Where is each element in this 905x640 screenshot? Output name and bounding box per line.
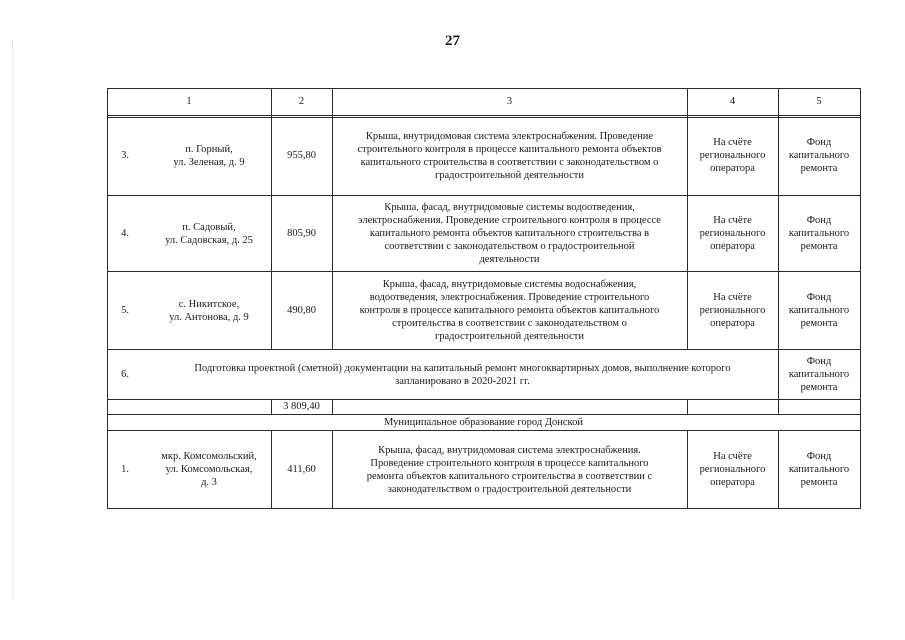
table-rule (778, 399, 779, 414)
total-area: 3 809,40 (283, 401, 320, 412)
scan-margin-mark (12, 40, 14, 600)
row-number: 6. (121, 369, 129, 380)
funding-source: На счёте регионального оператора (699, 137, 766, 174)
fund-name: Фонд капитального ремонта (788, 451, 850, 488)
table-rule (332, 399, 333, 414)
works-description: Крыша, фасад, внутридомовая система электроснабжения. Проведение строительного контроля в процессе капитального ремонта объектов капитального строительства в соответствии с законодательством о градостроительной деятельности (366, 444, 653, 495)
address: п. Садовый, ул. Садовская, д. 25 (165, 221, 253, 246)
table-rule (107, 88, 108, 509)
area: 490,80 (287, 305, 316, 316)
row-number: 3. (121, 150, 129, 161)
fund-name: Фонд капитального ремонта (788, 137, 850, 174)
page-number: 27 (445, 33, 460, 49)
column-header-3: 3 (506, 96, 513, 107)
fund-name: Фонд капитального ремонта (788, 215, 850, 252)
area: 955,80 (287, 150, 316, 161)
table-rule (860, 88, 861, 509)
area: 805,90 (287, 228, 316, 239)
address: с. Никитское, ул. Антонова, д. 9 (169, 298, 249, 323)
area: 411,60 (287, 464, 316, 475)
works-table (107, 88, 860, 510)
column-header-2: 2 (298, 96, 305, 107)
fund-name: Фонд капитального ремонта (788, 292, 850, 329)
row-number: 4. (121, 228, 129, 239)
works-description: Крыша, внутридомовая система электроснабжения. Проведение строительного контроля в процессе капитального ремонта объектов капитального строительства в соответствии с законодательством о градостроительной деятельности (357, 130, 662, 181)
design-docs-description: Подготовка проектной (сметной) документации на капитальный ремонт многоквартирных домов, выполнение которого запланировано в 2020-2021 гг. (194, 362, 731, 387)
table-rule (687, 399, 688, 414)
section-title: Муниципальное образование город Донской (384, 417, 583, 428)
works-description: Крыша, фасад, внутридомовые системы водоснабжения, водоотведения, электроснабжения. Проведение строительного контроля в процессе капитального ремонта объектов капитального строительства в соответствии с законодательством о градостроительной деятельности (359, 279, 660, 342)
funding-source: На счёте регионального оператора (699, 451, 766, 488)
column-header-5: 5 (816, 96, 822, 107)
column-header-1: 1 (186, 96, 192, 107)
works-description: Крыша, фасад, внутридомовые системы водоотведения, электроснабжения. Проведение строительного контроля в процессе капитального ремонта объектов капитального строительства в соответствии с законодательством о градостроительной деятельности (358, 202, 661, 265)
column-header-4: 4 (729, 96, 736, 107)
table-rule (107, 399, 860, 400)
funding-source: На счёте регионального оператора (699, 215, 766, 252)
fund-name: Фонд капитального ремонта (788, 356, 850, 393)
address: мкр. Комсомольский, ул. Комсомольская, д. 3 (161, 451, 257, 488)
address: п. Горный, ул. Зеленая, д. 9 (173, 143, 245, 168)
funding-source: На счёте регионального оператора (699, 292, 766, 329)
row-number: 1. (121, 464, 129, 475)
row-number: 5. (121, 305, 129, 316)
table-rule (107, 508, 860, 509)
